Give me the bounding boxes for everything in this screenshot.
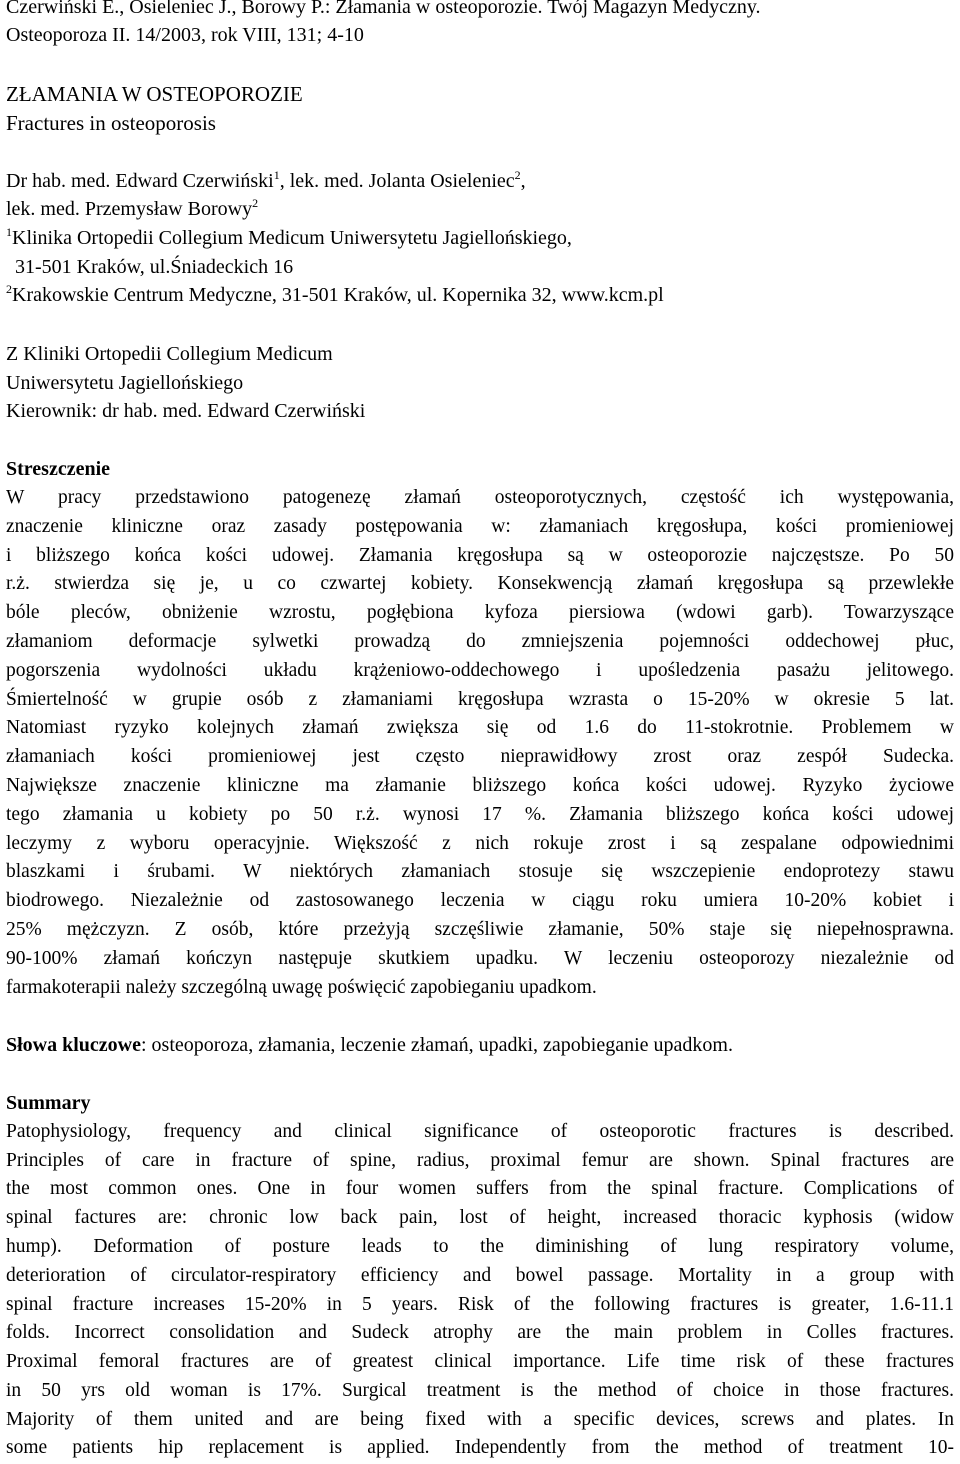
author-borowy: lek. med. Przemysław Borowy: [6, 198, 253, 220]
keywords-label: Słowa kluczowe: [6, 1034, 141, 1056]
clinic-line-3: Kierownik: dr hab. med. Edward Czerwiński: [6, 400, 366, 422]
abstract-pl-line: W pracy przedstawiono patogenezę złamań osteoporotycznych, częstość ich występowania,: [6, 487, 954, 508]
title-english: Fractures in osteoporosis: [6, 111, 216, 135]
affiliation-ref-2: 2: [514, 168, 521, 182]
summary-line: deterioration of circulator-respiratory efficiency and bowel passage. Mortality in a group with: [6, 1265, 954, 1286]
affiliation-2: [6, 281, 664, 309]
affiliation-1-text: Klinika Ortopedii Collegium Medicum Uniwersytetu Jagiellońskiego,: [12, 227, 572, 249]
summary-line: spinal fracture increases 15-20% in 5 years. Risk of the following fractures is greater, 1.6-11.1: [6, 1294, 954, 1315]
affiliation-ref-1: 1: [273, 168, 280, 182]
summary-line: in 50 yrs old woman is 17%. Surgical treatment is the method of choice in those fractures.: [6, 1380, 954, 1401]
abstract-pl-line: bóle pleców, obniżenie wzrostu, pogłębiona kyfoza piersiowa (wdowi garb). Towarzyszące: [6, 602, 954, 623]
citation-line-2: Osteoporoza II. 14/2003, rok VIII, 131; 4-10: [6, 24, 364, 46]
abstract-pl-line: r.ż. stwierdza się je, u co czwartej kobiety. Konsekwencją złamań kręgosłupa są przewlekłe: [6, 573, 954, 594]
authors-comma: ,: [520, 170, 526, 192]
abstract-pl-line: i bliższego końca kości udowej. Złamania kręgosłupa są w osteoporozie najczęstsze. Po 50: [6, 545, 954, 566]
authors-line-2: [6, 195, 258, 223]
summary-line: hump). Deformation of posture leads to the diminishing of lung respiratory volume,: [6, 1236, 954, 1257]
abstract-pl-heading: Streszczenie: [6, 458, 111, 480]
authors-line-1: [6, 167, 526, 195]
summary-heading: Summary: [6, 1092, 91, 1114]
summary-line: Proximal femoral fractures are of greatest clinical importance. Life time risk of these fractures: [6, 1351, 954, 1372]
keywords-text: : osteoporoza, złamania, leczenie złamań, upadki, zapobieganie upadkom.: [141, 1034, 733, 1056]
summary-line: spinal factures are: chronic low back pain, lost of height, increased thoracic kyphosis (widow: [6, 1207, 954, 1228]
summary-line: Majority of them united and are being fixed with a specific devices, screws and plates. In: [6, 1409, 954, 1430]
affiliation-2-marker: 2: [6, 282, 12, 296]
title-polish: ZŁAMANIA W OSTEOPOROZIE: [6, 82, 303, 106]
abstract-pl-line: Największe znaczenie kliniczne ma złamanie bliższego końca kości udowej. Ryzyko życiowe: [6, 775, 954, 796]
affiliation-2-text: Krakowskie Centrum Medyczne, 31-501 Kraków, ul. Kopernika 32, www.kcm.pl: [12, 284, 664, 306]
abstract-pl-line: złamaniach kości promieniowej jest często nieprawidłowy zrost oraz zespół Sudecka.: [6, 746, 954, 767]
affiliation-1-line-1: [6, 224, 572, 252]
author-czerwinski: Dr hab. med. Edward Czerwiński: [6, 170, 274, 192]
abstract-pl-line: tego złamania u kobiety po 50 r.ż. wynosi 17 %. Złamania bliższego końca kości udowej: [6, 804, 954, 825]
abstract-pl-line: blaszkami i śrubami. W niektórych złamaniach stosuje się wszczepienie endoprotezy stawu: [6, 861, 954, 882]
affiliation-1-marker: 1: [6, 225, 12, 239]
abstract-pl-line: 25% mężczyzn. Z osób, które przeżyją szczęśliwie złamanie, 50% staje się niepełnosprawna.: [6, 919, 954, 940]
abstract-pl-line: farmakoterapii należy szczególną uwagę poświęcić zapobieganiu upadkom.: [6, 977, 597, 998]
clinic-line-1: Z Kliniki Ortopedii Collegium Medicum: [6, 343, 333, 365]
summary-line: Patophysiology, frequency and clinical significance of osteoporotic fractures is described.: [6, 1121, 954, 1142]
abstract-pl-line: pogorszenia wydolności układu krążeniowo-oddechowego i upośledzenia pasażu jelitowego.: [6, 660, 954, 681]
abstract-pl-line: 90-100% złamań kończyn następuje skutkiem upadku. W leczeniu osteoporozy niezależnie od: [6, 948, 954, 969]
clinic-line-2: Uniwersytetu Jagiellońskiego: [6, 372, 244, 394]
abstract-pl-line: biodrowego. Niezależnie od zastosowanego leczenia w ciągu roku umiera 10-20% kobiet i: [6, 890, 954, 911]
affiliation-ref-borowy: 2: [252, 196, 259, 210]
abstract-pl-line: znaczenie kliniczne oraz zasady postępowania w: złamaniach kręgosłupa, kości promieniowej: [6, 516, 954, 537]
abstract-pl-line: Śmiertelność w grupie osób z złamaniami kręgosłupa wzrasta o 15-20% w okresie 5 lat.: [6, 689, 954, 710]
author-osieleniec: , lek. med. Jolanta Osieleniec: [279, 170, 515, 192]
citation-line-1: Czerwiński E., Osieleniec J., Borowy P.: Złamania w osteoporozie. Twój Magazyn Medyczny.: [6, 0, 761, 18]
keywords: [6, 1031, 733, 1059]
summary-line: Principles of care in fracture of spine, radius, proximal femur are shown. Spinal fractures are: [6, 1150, 954, 1171]
abstract-pl-line: Natomiast ryzyko kolejnych złamań zwiększa się od 1.6 do 11-stokrotnie. Problemem w: [6, 717, 954, 738]
abstract-pl-line: leczymy z wyboru operacyjnie. Większość z nich rokuje zrost i są zespalane odpowiednimi: [6, 833, 954, 854]
affiliation-1-line-2: 31-501 Kraków, ul.Śniadeckich 16: [15, 256, 294, 278]
summary-line: folds. Incorrect consolidation and Sudeck atrophy are the main problem in Colles fractures.: [6, 1322, 954, 1343]
summary-line: the most common ones. One in four women suffers from the spinal fracture. Complications of: [6, 1178, 954, 1199]
summary-line: some patients hip replacement is applied. Independently from the method of treatment 10-: [6, 1437, 954, 1458]
abstract-pl-line: złamaniom deformacje sylwetki prowadzą do zmniejszenia pojemności oddechowej płuc,: [6, 631, 954, 652]
